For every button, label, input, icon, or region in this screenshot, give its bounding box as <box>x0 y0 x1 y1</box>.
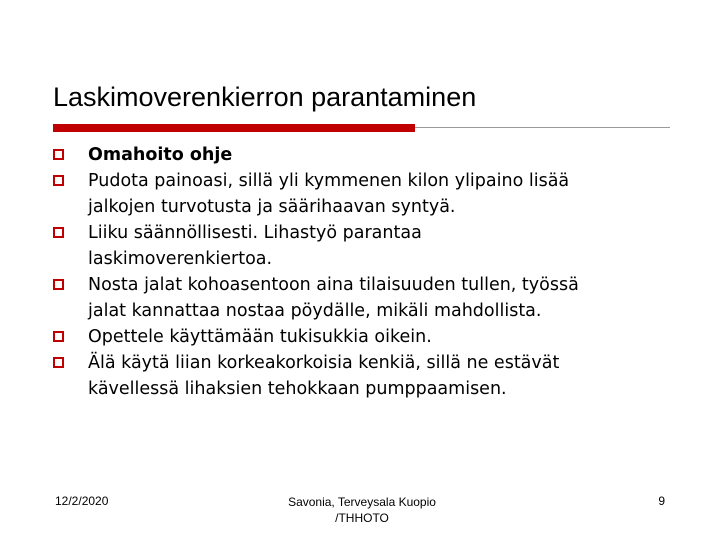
page-number: 9 <box>658 494 665 508</box>
bullet-item: Nosta jalat kohoasentoon aina tilaisuuden tullen, työssä jalat kannattaa nostaa pöydälle, mikäli mahdollista. <box>52 272 682 324</box>
slide-title: Laskimoverenkierron parantaminen <box>53 82 477 112</box>
footer-date: 12/2/2020 <box>55 494 109 508</box>
bullet-item: Liiku säännöllisesti. Lihastyö parantaa laskimoverenkiertoa. <box>52 220 682 272</box>
bullet-item: Älä käytä liian korkeakorkoisia kenkiä, sillä ne estävät kävellessä lihaksien tehokkaan pumppaamisen. <box>52 350 682 402</box>
footer-organization: Savonia, Terveysala Kuopio /THHOTO <box>288 495 436 525</box>
bullet-item: Opettele käyttämään tukisukkia oikein. <box>52 324 682 350</box>
bullet-item: Omahoito ohje <box>52 142 682 168</box>
bullet-item: Pudota painoasi, sillä yli kymmenen kilon ylipaino lisää jalkojen turvotusta ja säärihaavan syntyä. <box>52 168 682 220</box>
title-underline-rule <box>415 127 670 128</box>
hollow-square-icon <box>53 357 64 368</box>
hollow-square-icon <box>53 149 64 160</box>
title-underline-accent <box>53 124 415 132</box>
hollow-square-icon <box>53 331 64 342</box>
bullet-list <box>52 142 682 402</box>
hollow-square-icon <box>53 175 64 186</box>
hollow-square-icon <box>53 227 64 238</box>
hollow-square-icon <box>53 279 64 290</box>
